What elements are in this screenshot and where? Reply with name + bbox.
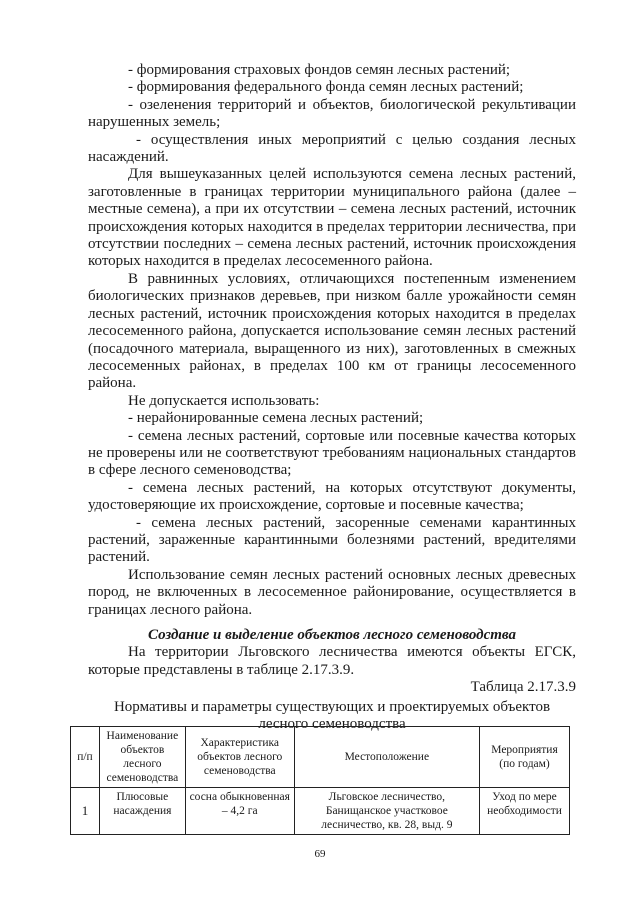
paragraph: - семена лесных растений, засоренные семенами карантинных растений, зараженные карантинными болезнями растений, вредителями растений.: [88, 514, 576, 566]
paragraph: - формирования федерального фонда семян лесных растений;: [128, 79, 524, 96]
table-container: [70, 726, 570, 835]
paragraph: - семена лесных растений, на которых отсутствуют документы, удостоверяющие их происхождение, сортовые и посевные качества;: [88, 479, 576, 514]
paragraph-list: [88, 62, 576, 619]
table-cell: сосна обыкновенная – 4,2 га: [185, 788, 294, 835]
page-number: 69: [314, 848, 326, 860]
table-header-cell: Наименование объектов лесного семеноводства: [99, 727, 185, 788]
paragraph: - осуществления иных мероприятий с целью создания лесных насаждений.: [88, 131, 576, 166]
section-heading: Создание и выделение объектов лесного семеноводства: [147, 627, 517, 643]
table-header-cell: Характеристика объектов лесного семеноводства: [185, 727, 294, 788]
table-cell: Льговское лесничество, Банищанское участковое лесничество, кв. 28, выд. 9: [294, 788, 479, 835]
table-cell: 1: [71, 788, 100, 835]
main-text: [88, 62, 576, 733]
table-header-cell: Мероприятия (по годам): [480, 727, 570, 788]
paragraph: Не допускается использовать:: [128, 392, 320, 409]
table-cell: Плюсовые насаждения: [99, 788, 185, 835]
table-cell: Уход по мере необходимости: [480, 788, 570, 835]
paragraph: - озеленения территорий и объектов, биологической рекультивации нарушенных земель;: [88, 96, 576, 131]
paragraph: Использование семян лесных растений основных лесных древесных пород, не включенных в лесосеменное районирование, осуществляется в границах лесного района.: [88, 566, 576, 618]
table-body: [71, 788, 570, 835]
paragraph: - нерайонированные семена лесных растений;: [128, 410, 424, 427]
paragraph: - формирования страховых фондов семян лесных растений;: [128, 62, 511, 78]
table-header-row: [71, 727, 570, 788]
paragraph: В равнинных условиях, отличающихся постепенным изменением биологических признаков деревьев, при низком балле урожайности семян лесных растений, источник происхождения которых находится в пределах лесосеменного района, допускается использование семян лесных растений (посадочного материала, выращенного из них), заготовленных в смежных лесосеменных районах, в пределах 100 км от границы лесосеменного района.: [88, 270, 576, 392]
table-label: Таблица 2.17.3.9: [470, 679, 576, 696]
table-header-cell: п/п: [71, 727, 100, 788]
paragraph: Для вышеуказанных целей используются семена лесных растений, заготовленные в границах территории муниципального района (далее – местные семена), а при их отсутствии – семена лесных растений, источник происхождения которых находится в пределах территории лесничества, при отсутствии последних – семена лесных растений, источник происхождения которых находится в пределах лесосеменного района.: [88, 166, 576, 270]
intro-paragraph: На территории Льговского лесничества имеются объекты ЕГСК, которые представлены в таблице 2.17.3.9.: [88, 644, 576, 678]
seed-objects-table: [70, 726, 570, 835]
table-caption: Нормативы и параметры существующих и проектируемых объектов лесного семеноводства: [113, 698, 551, 733]
table-header-cell: Местоположение: [294, 727, 479, 788]
table-row: [71, 788, 570, 835]
paragraph: - семена лесных растений, сортовые или посевные качества которых не проверены или не соответствуют требованиям национальных стандартов в сфере лесного семеноводства;: [88, 427, 576, 479]
